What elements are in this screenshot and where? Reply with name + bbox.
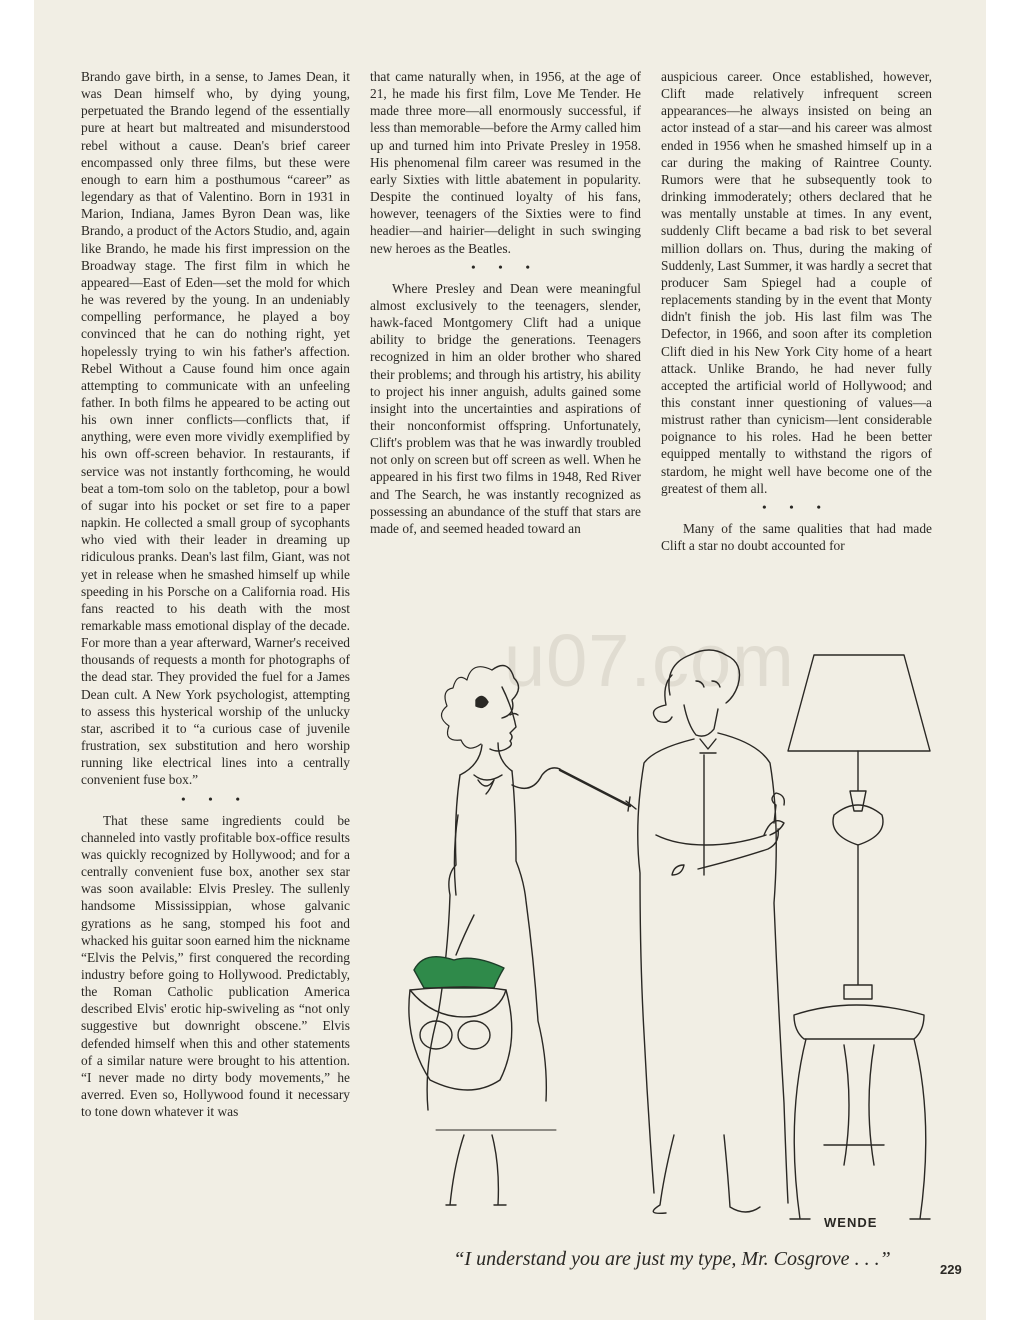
- artist-signature: WENDE: [824, 1215, 878, 1230]
- section-divider: • • •: [471, 259, 540, 274]
- lamp-and-table: [788, 655, 930, 1219]
- magazine-page: [34, 0, 986, 1320]
- paragraph: Many of the same qualities that had made Clift a star no doubt accounted for: [661, 520, 932, 554]
- man-figure: [638, 650, 788, 1213]
- section-divider: • • •: [762, 499, 831, 514]
- paragraph: Brando gave birth, in a sense, to James Dean, it was Dean himself who, by dying young, perpetuated the Brando legend of the essentially pure at heart but maltreated and misunderstood rebel without a cause. Dean's brief career encompassed only three films, but these were enough to earn him a posthumous “career” as legendary as that of Valentino. Born in 1931 in Marion, Indiana, James Byron Dean was, like Brando, a product of the Actors Studio, and, again like Brando, he made his first impression on the Broadway stage. The first film in which he appeared—East of Eden—set the mold for which he was revered by the young. In an undeniably compelling performance, he played a boy convinced that he can do nothing right, yet hopelessly trying to win his father's affection. Rebel Without a Cause found him once again attempting to communicate with an unfeeling father. In both films he appeared to be acting out his own inner conflicts—conflicts that, if anything, were even more vividly exemplified by his own off-screen behavior. In restaurants, if service was not instantly forthcoming, he would beat a tom-tom solo on the tabletop, pour a bowl of sugar into his pocket or set fire to a paper napkin. He collected a small group of sycophants who vied with their leader in dreaming up ridiculous pranks. Dean's last film, Giant, was not yet in release when he smashed himself up while speeding in his Porsche on a California road. His fans reacted to his death with the most remarkable mass emotional display of the decade. For more than a year afterward, Warner's received thousands of requests a month for photographs of the dead star. They provided the fuel for a James Dean cult. A New York psychologist, attempting to assess this hysterical worship of the unlucky star, ascribed it to “a curious case of juvenile frustration, sex substitution and hero worship running like electrical lines into a centrally convenient fuse box.”: [81, 69, 350, 788]
- page-number: 229: [940, 1262, 962, 1277]
- section-divider: • • •: [181, 791, 250, 806]
- paragraph: auspicious career. Once established, however, Clift made relatively infrequent screen appearances—he always insisted on being an actor instead of a star—and his career was almost ended in 1956 when he smashed himself up in a car during the making of Raintree County. Rumors were that he subsequently took to drinking immoderately; others declared that he was mentally unstable at times. In any event, suddenly Clift became a bad risk to bet several million dollars on. Thus, during the making of Suddenly, Last Summer, it was hardly a secret that producer Sam Spiegel had a couple of replacements standing by in the event that Monty didn't finish the job. His last film was The Defector, in 1966, and soon after its completion Clift died in his New York City home of a heart attack. Unlike Brando, he had never fully accepted the artificial world of Hollywood; and this constant inner questioning of values—a mistrust rather than cynicism—lent considerable poignance to his roles. Had he been better equipped mentally to withstand the rigors of stardom, he might well have become one of the greatest of them all.: [661, 69, 932, 496]
- cartoon-illustration: [374, 615, 944, 1245]
- woman-figure: [409, 666, 636, 1206]
- paragraph: that came naturally when, in 1956, at the age of 21, he made his first film, Love Me Tender. He made three more—all enormously successful, if less than memorable—before the Army called him up and turned him into Private Presley in 1958. His phenomenal film career was resumed in the early Sixties with little abatement in popularity. Despite the continued loyalty of his fans, however, teenagers of the Sixties were to find headier—and hairier—delight in such swinging new heroes as the Beatles.: [370, 69, 641, 256]
- text-column-1: [81, 68, 350, 1120]
- text-column-2: [370, 68, 641, 537]
- watermark: u07.com: [504, 619, 795, 702]
- paragraph: Where Presley and Dean were meaningful almost exclusively to the teenagers, slender, hawk-faced Montgomery Clift had a unique ability to bridge the generations. Teenagers recognized in him an older brother who shared their problems; and through his artistry, his ability to project his inner anguish, adults gained some insight into the uncertainties and aspirations of their nonconformist offspring. Unfortunately, Clift's problem was that he was inwardly troubled not only on screen but off screen as well. When he appeared in his first two films in 1948, Red River and The Search, he was instantly recognized as possessing an abundance of the stuff that stars are made of, and seemed headed toward an: [370, 280, 641, 536]
- paragraph: That these same ingredients could be channeled into vastly profitable box-office results was quickly recognized by Hollywood; and for a centrally convenient fuse box, another sex star was soon available: Elvis Presley. The sullenly handsome Mississippian, whose galvanic gyrations as he sang, stomped his foot and whacked his guitar soon earned him the nickname “Elvis the Pelvis,” first conquered the recording industry before going to Hollywood. Predictably, the Roman Catholic publication America described Elvis' erotic hip-swiveling as “not only suggestive but downright obscene.” Elvis defended himself when this and other statements of a similar nature were brought to his attention. “I never made no dirty body movements,” he averred. Even so, Hollywood found it necessary to tone down whatever it was: [81, 812, 350, 1120]
- text-column-3: [661, 68, 932, 554]
- cartoon-caption: “I understand you are just my type, Mr. Cosgrove . . .”: [453, 1248, 891, 1270]
